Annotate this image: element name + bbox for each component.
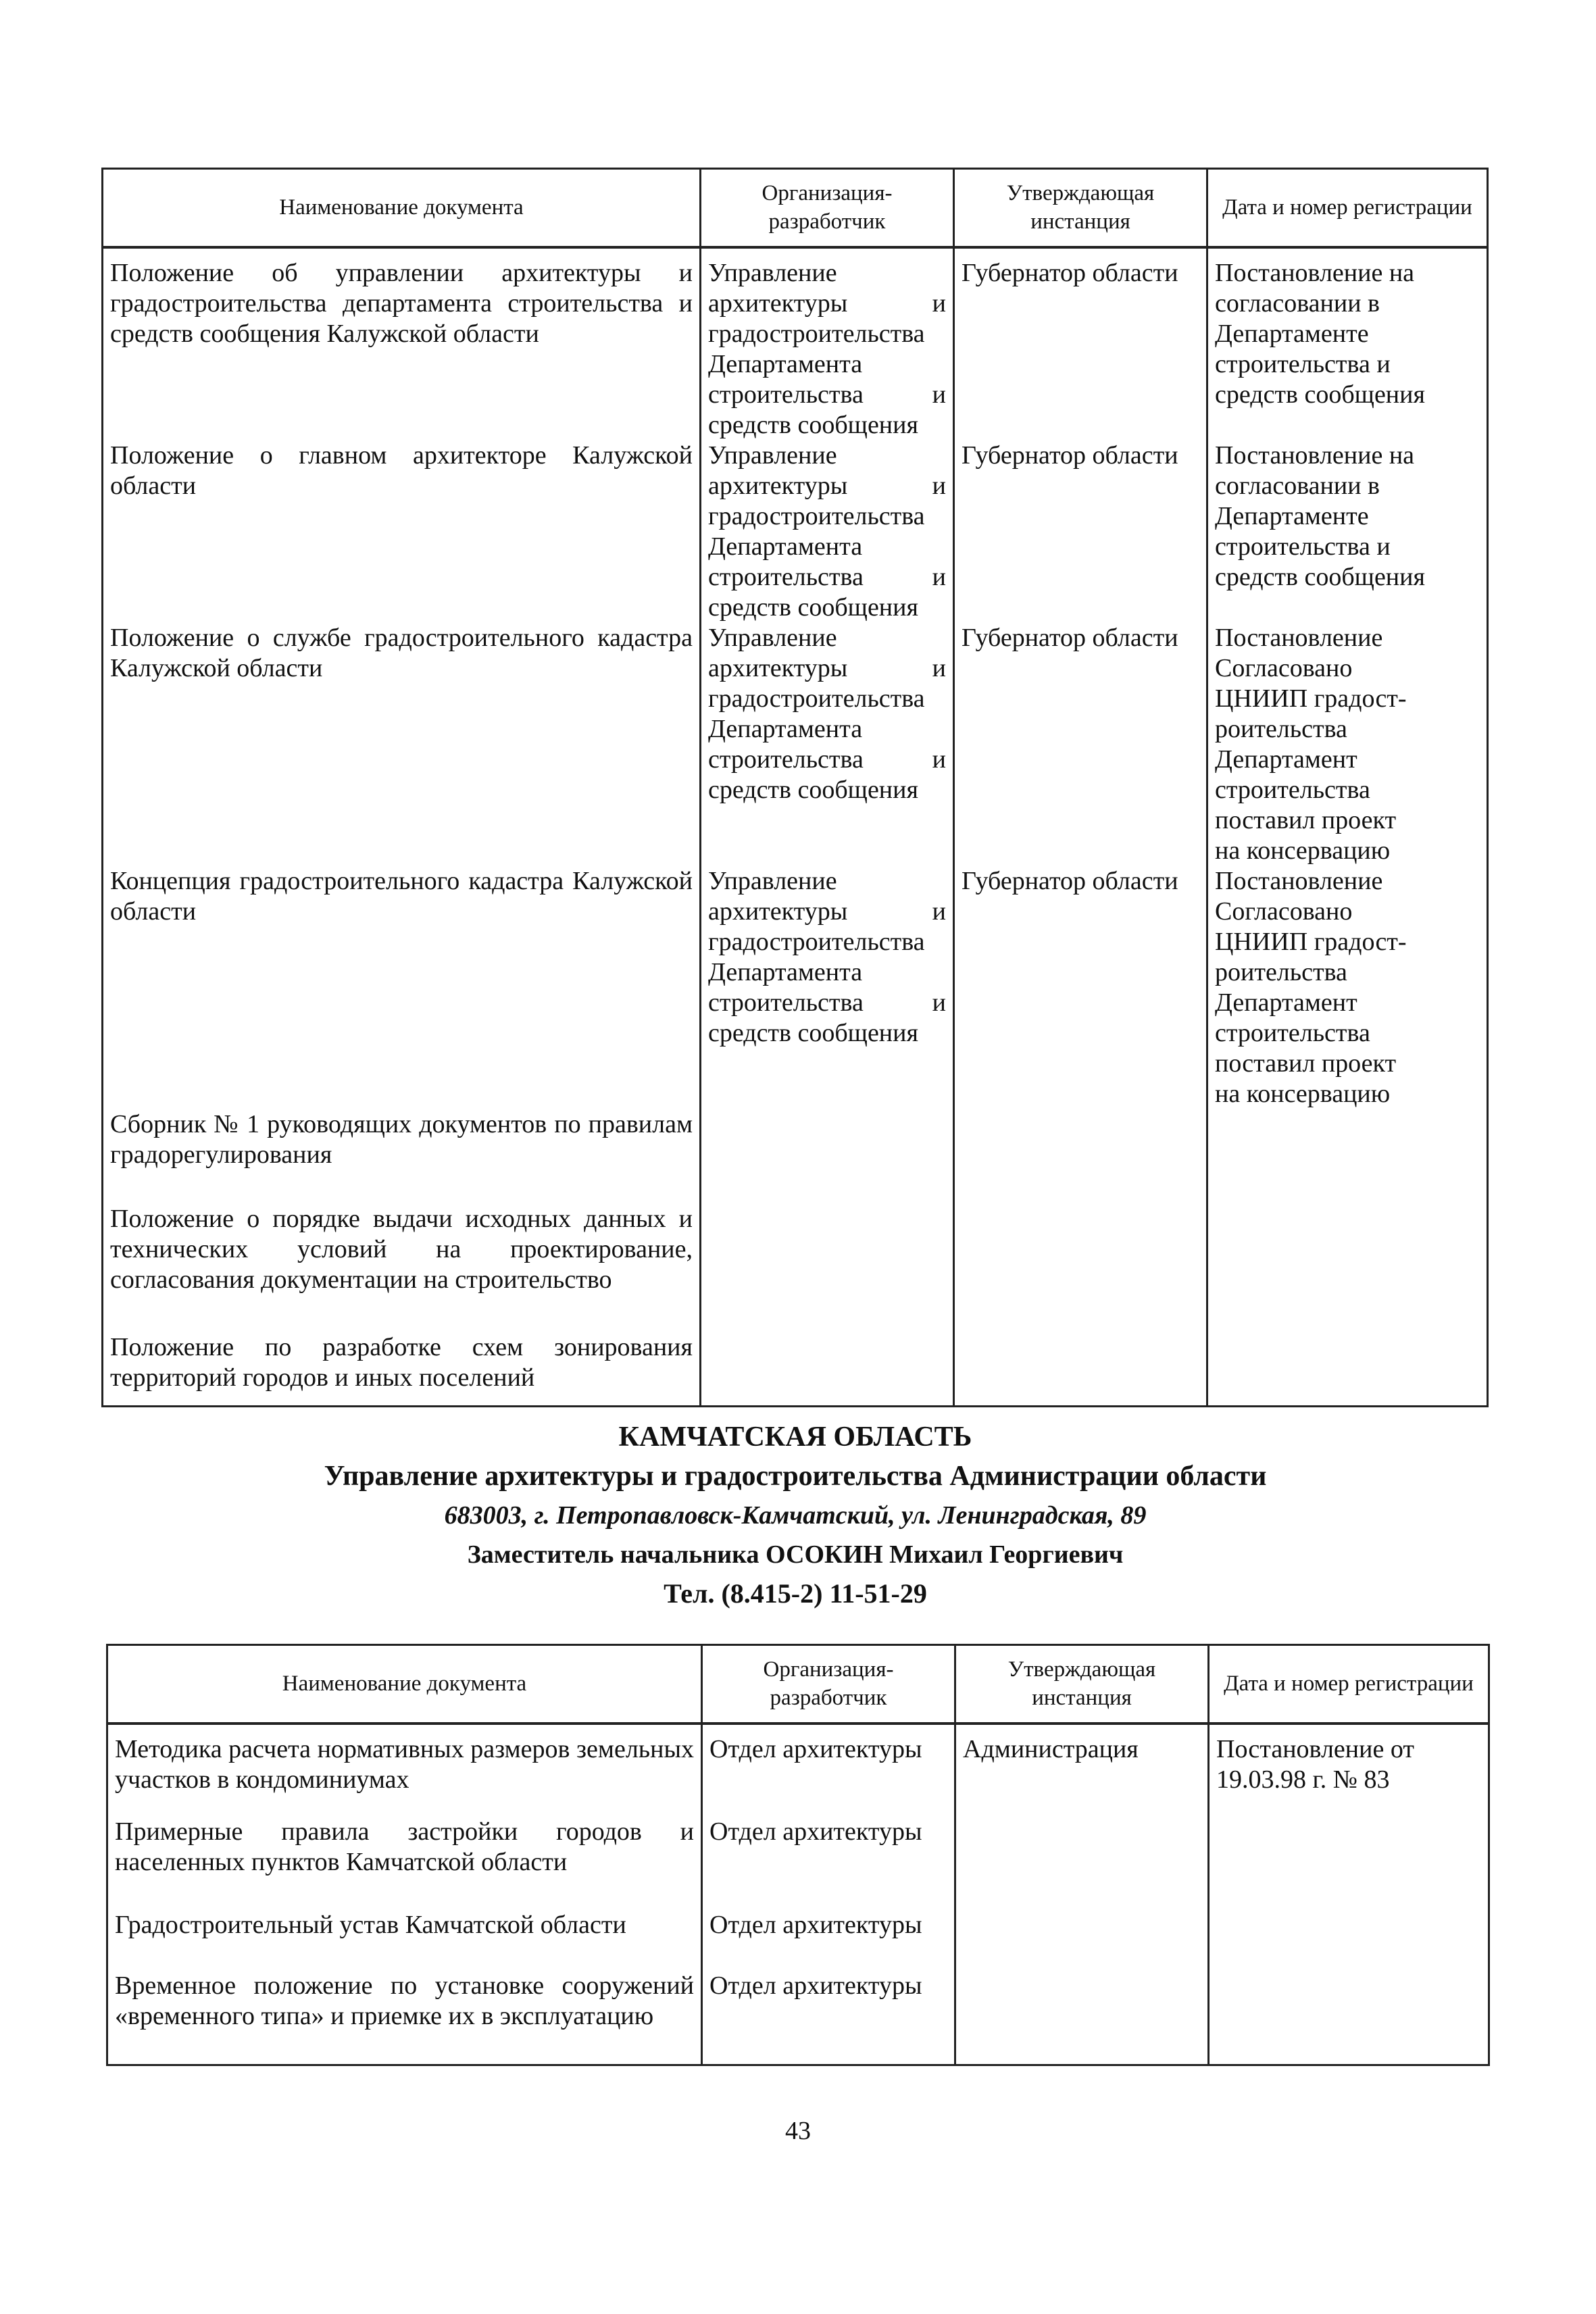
- table-row: [103, 441, 1488, 623]
- registration-line: Департаменте: [1215, 501, 1369, 530]
- approver-cell: [955, 1817, 1209, 1910]
- developer-org-cell: [702, 1910, 955, 1971]
- approver-cell: [954, 1204, 1207, 1332]
- deputy-name: Заместитель начальника ОСОКИН Михаил Георгиевич: [467, 1540, 1124, 1569]
- region-heading-block: [103, 1417, 1488, 1613]
- approver-cell: Губернатор области: [954, 623, 1207, 866]
- registration-cell: [1207, 1332, 1488, 1407]
- developer-org-text: Управление архитектуры и градостроительства Департамента строительства и средств сообщения: [708, 623, 946, 804]
- approver-cell: Губернатор области: [954, 247, 1207, 441]
- document-name-cell: Примерные правила застройки городов и населенных пунктов Камчатской области: [107, 1817, 702, 1910]
- developer-org-cell: [701, 441, 954, 623]
- registration-line: согласовании в: [1215, 471, 1380, 500]
- registration-line: Постановление: [1215, 623, 1383, 652]
- developer-org-cell: [701, 623, 954, 866]
- table-row: [103, 247, 1488, 441]
- registration-line: средств сообщения: [1215, 562, 1425, 591]
- documents-table-kamchatka: [106, 1644, 1490, 2066]
- registration-line: на консервацию: [1215, 1079, 1391, 1108]
- developer-org-cell: [702, 1724, 955, 1817]
- developer-org-text: Управление архитектуры и градостроительства Департамента строительства и средств сообщения: [708, 866, 946, 1047]
- registration-line: Департаменте: [1215, 319, 1369, 348]
- registration-line: Согласовано: [1215, 897, 1353, 926]
- admin-title: Управление архитектуры и градостроительства Администрации области: [324, 1461, 1267, 1492]
- developer-org-cell: [701, 247, 954, 441]
- table-header-row: [107, 1645, 1489, 1724]
- registration-line: Постановление на: [1215, 441, 1415, 470]
- col-header-date: Дата и номер регистрации: [1209, 1645, 1489, 1724]
- registration-cell: [1207, 441, 1488, 623]
- document-name-cell: Положение об управлении архитектуры и градостроительства департамента строительства и средств сообщения Калужской области: [103, 247, 701, 441]
- table-row: [103, 623, 1488, 866]
- developer-org-text: Отдел архитектуры: [709, 1817, 922, 1846]
- table-header-row: [103, 169, 1488, 247]
- registration-cell: [1209, 1910, 1489, 1971]
- table-row: [103, 1332, 1488, 1407]
- developer-org-text: Управление архитектуры и градостроительства Департамента строительства и средств сообщения: [708, 258, 946, 439]
- approver-cell: [955, 1971, 1209, 2065]
- document-name-cell: Концепция градостроительного кадастра Калужской области: [103, 866, 701, 1109]
- registration-line: Постановление: [1215, 866, 1383, 895]
- table-row: [107, 1910, 1489, 1971]
- registration-line: ЦНИИП градост-: [1215, 684, 1407, 713]
- registration-line: Департамент: [1215, 988, 1357, 1017]
- registration-line: согласовании в: [1215, 288, 1380, 318]
- registration-line: строительства: [1215, 775, 1370, 804]
- registration-line: Постановление от: [1216, 1734, 1414, 1763]
- document-name-cell: Временное положение по установке сооружений «временного типа» и приемке их в эксплуатацию: [107, 1971, 702, 2065]
- col-header-name: Наименование документа: [103, 169, 701, 247]
- registration-line: Департамент: [1215, 745, 1357, 774]
- document-name-cell: Положение о службе градостроительного кадастра Калужской области: [103, 623, 701, 866]
- documents-table-kaluga: [101, 168, 1489, 1407]
- document-name-cell: Положение по разработке схем зонирования территорий городов и иных поселений: [103, 1332, 701, 1407]
- registration-line: роительства: [1215, 714, 1347, 743]
- table-row: [103, 1109, 1488, 1204]
- registration-line: поставил проект: [1215, 805, 1397, 834]
- registration-line: строительства и: [1215, 532, 1391, 561]
- table-row: [103, 1204, 1488, 1332]
- table-row: [107, 1971, 1489, 2065]
- address: 683003, г. Петропавловск-Камчатский, ул. Ленинградская, 89: [444, 1501, 1147, 1530]
- col-header-org: Организация-разработчик: [702, 1645, 955, 1724]
- region-title: КАМЧАТСКАЯ ОБЛАСТЬ: [618, 1422, 972, 1453]
- developer-org-cell: [701, 1204, 954, 1332]
- col-header-org: Организация-разработчик: [701, 169, 954, 247]
- col-header-name: Наименование документа: [107, 1645, 702, 1724]
- approver-cell: Губернатор области: [954, 441, 1207, 623]
- table-row: [107, 1817, 1489, 1910]
- registration-cell: [1207, 1204, 1488, 1332]
- approver-cell: Администрация: [955, 1724, 1209, 1817]
- telephone: Тел. (8.415-2) 11-51-29: [664, 1578, 927, 1609]
- developer-org-cell: [701, 1109, 954, 1204]
- document-name-cell: Градостроительный устав Камчатской области: [107, 1910, 702, 1971]
- registration-cell: [1207, 247, 1488, 441]
- table-row: [107, 1724, 1489, 1817]
- approver-cell: [954, 1109, 1207, 1204]
- page-number: 43: [785, 2117, 811, 2145]
- developer-org-cell: [701, 866, 954, 1109]
- col-header-date: Дата и номер регистрации: [1207, 169, 1488, 247]
- developer-org-text: Отдел архитектуры: [709, 1734, 922, 1763]
- developer-org-text: Отдел архитектуры: [709, 1910, 922, 1939]
- registration-line: роительства: [1215, 957, 1347, 986]
- registration-line: средств сообщения: [1215, 380, 1425, 409]
- approver-cell: Губернатор области: [954, 866, 1207, 1109]
- registration-cell: [1207, 866, 1488, 1109]
- registration-line: 19.03.98 г. № 83: [1216, 1765, 1390, 1794]
- registration-cell: [1207, 1109, 1488, 1204]
- developer-org-cell: [702, 1971, 955, 2065]
- developer-org-text: Отдел архитектуры: [709, 1971, 922, 2000]
- col-header-approver: Утверждающая инстанция: [954, 169, 1207, 247]
- document-name-cell: Положение о порядке выдачи исходных данных и технических условий на проектирование, согласования документации на строительство: [103, 1204, 701, 1332]
- developer-org-cell: [701, 1332, 954, 1407]
- registration-line: строительства и: [1215, 349, 1391, 378]
- registration-line: на консервацию: [1215, 836, 1391, 865]
- col-header-approver: Утверждающая инстанция: [955, 1645, 1209, 1724]
- registration-cell: [1209, 1817, 1489, 1910]
- document-name-cell: Сборник № 1 руководящих документов по правилам градорегулирования: [103, 1109, 701, 1204]
- registration-line: Постановление на: [1215, 258, 1415, 287]
- developer-org-cell: [702, 1817, 955, 1910]
- registration-cell: [1207, 623, 1488, 866]
- document-name-cell: Методика расчета нормативных размеров земельных участков в кондоминиумах: [107, 1724, 702, 1817]
- registration-line: ЦНИИП градост-: [1215, 927, 1407, 956]
- registration-cell: [1209, 1971, 1489, 2065]
- approver-cell: [955, 1910, 1209, 1971]
- document-name-cell: Положение о главном архитекторе Калужской области: [103, 441, 701, 623]
- registration-line: Согласовано: [1215, 653, 1353, 682]
- approver-cell: [954, 1332, 1207, 1407]
- developer-org-text: Управление архитектуры и градостроительства Департамента строительства и средств сообщения: [708, 441, 946, 622]
- registration-line: поставил проект: [1215, 1049, 1397, 1078]
- registration-line: строительства: [1215, 1018, 1370, 1047]
- registration-cell: [1209, 1724, 1489, 1817]
- table-row: [103, 866, 1488, 1109]
